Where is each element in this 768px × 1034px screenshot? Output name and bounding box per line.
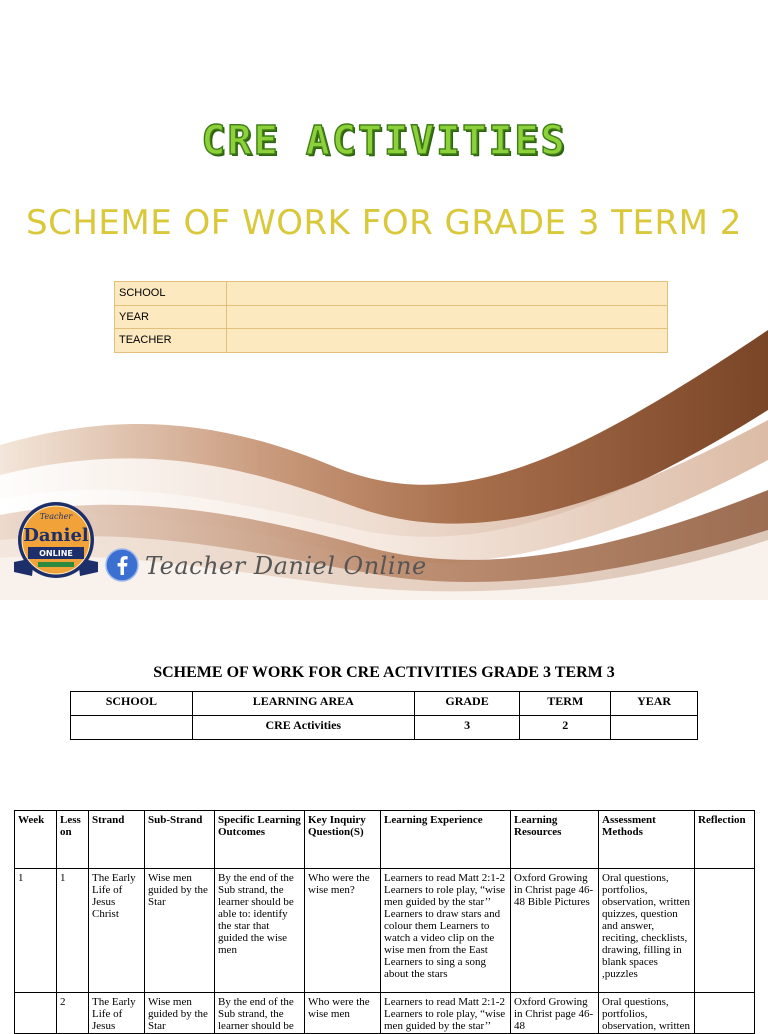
cover-info-table [114,281,668,353]
cover-subtitle: SCHEME OF WORK FOR GRADE 3 TERM 2 [26,203,742,243]
info-value-cell: 2 [520,716,611,740]
sow-header-cell: Key Inquiry Question(S) [305,811,381,869]
badge-top-text: Teacher [39,512,73,521]
info-header-cell: TERM [520,692,611,716]
info-header-row [71,692,698,716]
scheme-of-work-table [14,810,755,1034]
sow-header-cell: Learning Experience [381,811,511,869]
facebook-icon [105,548,139,582]
sow-header-cell: Less on [57,811,89,869]
sow-header-cell: Assessment Methods [599,811,695,869]
badge-bottom-text: ONLINE [39,549,73,558]
lesson-cell: 2 [60,996,66,1008]
teacher-daniel-badge-logo [10,500,102,584]
inquiry-cell: Who were the wise men [308,996,370,1020]
cover-info-label: TEACHER [115,329,227,353]
sow-header-cell: Reflection [695,811,755,869]
document-info-table [70,691,698,740]
sub-strand-cell: Wise men guided by the Star [148,996,208,1032]
experience-cell: Learners to read Matt 2:1-2 Learners to role play, “wise men guided by the star’’ [384,996,506,1032]
school-field[interactable] [227,282,668,306]
inquiry-cell: Who were the wise men? [305,869,381,993]
outcomes-cell: By the end of the Sub strand, the learner should be able to: identify the star that guided the wise men [215,869,305,993]
sow-header-cell: Learning Resources [511,811,599,869]
table-row [15,993,755,1034]
cover-info-row [115,305,668,329]
brand-name: Teacher Daniel Online [145,552,427,580]
info-header-cell: SCHOOL [71,692,193,716]
outcomes-cell: By the end of the Sub strand, the learner should be [218,996,294,1032]
sow-header-cell: Week [15,811,57,869]
resources-cell: Oxford Growing in Christ page 46-48 Bible Pictures [511,869,599,993]
lesson-cell: 1 [57,869,89,993]
info-value-cell: CRE Activities [192,716,414,740]
reflection-cell [698,996,751,1030]
table-row [15,869,755,993]
sub-strand-cell: Wise men guided by the Star [145,869,215,993]
week-cell [18,996,53,1030]
resources-cell: Oxford Growing in Christ page 46-48 [514,996,594,1032]
info-value-cell [71,716,193,740]
assessment-cell: Oral questions, portfolios, observation, written [602,996,690,1032]
info-value-cell [611,716,698,740]
cover-info-row [115,329,668,353]
strand-cell: The Early Life of Jesus Christ [89,869,145,993]
document-title: SCHEME OF WORK FOR CRE ACTIVITIES GRADE 3 TERM 3 [153,664,615,681]
teacher-field[interactable] [227,329,668,353]
info-header-cell: GRADE [414,692,520,716]
experience-cell: Learners to read Matt 2:1-2 Learners to role play, “wise men guided by the star’’ Learners to draw stars and colour them Learners to watch a video clip on the wise men from the East Learners to sing a song about the stars [381,869,511,993]
info-value-cell: 3 [414,716,520,740]
badge-name-text: Daniel [23,525,89,546]
week-cell: 1 [15,869,57,993]
cover-title: CRE ACTIVITIES [201,118,567,164]
sow-header-cell: Sub-Strand [145,811,215,869]
info-header-cell: YEAR [611,692,698,716]
info-value-row [71,716,698,740]
sow-header-row [15,811,755,869]
cover-info-label: SCHOOL [115,282,227,306]
assessment-cell: Oral questions, portfolios, observation, written quizzes, question and answer, reciting, checklists, drawing, filling in blank spaces ,puzzles [599,869,695,993]
strand-cell: The Early Life of Jesus [92,996,136,1032]
sow-header-cell: Specific Learning Outcomes [215,811,305,869]
cover-info-row [115,282,668,306]
sow-header-cell: Strand [89,811,145,869]
year-field[interactable] [227,305,668,329]
cover-info-label: YEAR [115,305,227,329]
reflection-cell [695,869,755,993]
info-header-cell: LEARNING AREA [192,692,414,716]
